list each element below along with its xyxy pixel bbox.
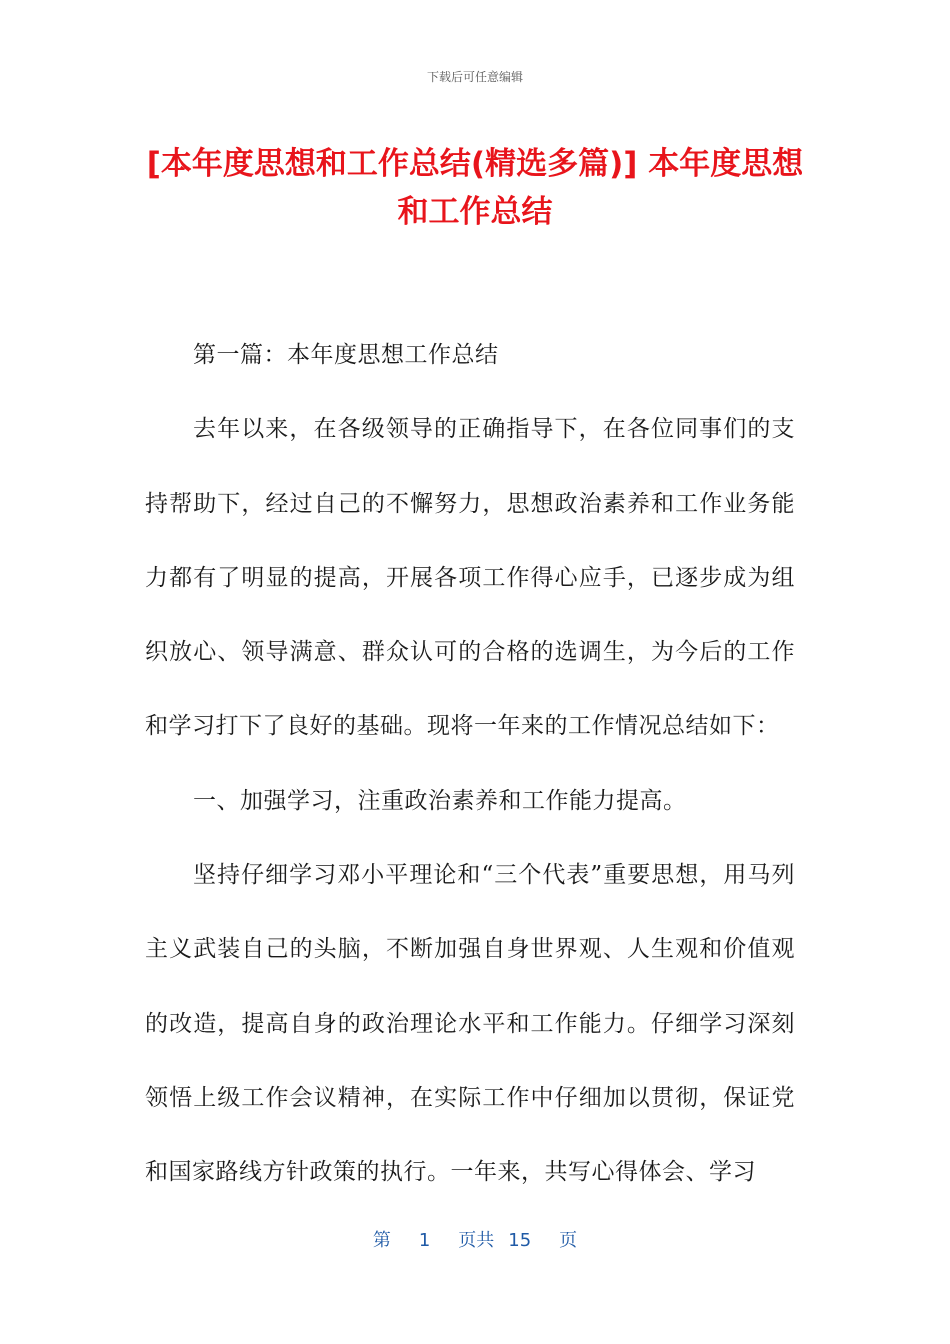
page-footer bbox=[0, 1226, 950, 1252]
total-pages: 15 bbox=[508, 1230, 532, 1251]
document-body bbox=[145, 318, 795, 1210]
body-paragraph: 去年以来，在各级领导的正确指导下，在各位同事们的支持帮助下，经过自己的不懈努力，思想政治素养和工作业务能力都有了明显的提高，开展各项工作得心应手，已逐步成为组织放心、领导满意、群众认可的合格的选调生，为今后的工作和学习打下了良好的基础。现将一年来的工作情况总结如下： bbox=[145, 416, 795, 740]
body-paragraph: 坚持仔细学习邓小平理论和“三个代表”重要思想，用马列主义武装自己的头脑，不断加强自身世界观、人生观和价值观的改造，提高自身的政治理论水平和工作能力。仔细学习深刻领悟上级工作会议精神，在实际工作中仔细加以贯彻，保证党和国家路线方针政策的执行。一年来，共写心得体会、学习 bbox=[145, 862, 795, 1186]
subsection-heading: 一、加强学习，注重政治素养和工作能力提高。 bbox=[193, 787, 687, 814]
document-title: [本年度思想和工作总结(精选多篇)] 本年度思想和工作总结 bbox=[146, 146, 804, 230]
section-heading: 第一篇：本年度思想工作总结 bbox=[193, 342, 499, 368]
header-note: 下载后可任意编辑 bbox=[426, 70, 523, 84]
page-suffix: 页 bbox=[559, 1230, 578, 1251]
page-number: 1 bbox=[418, 1230, 431, 1251]
page-prefix: 第 bbox=[372, 1230, 391, 1251]
page-mid: 页共 bbox=[458, 1230, 495, 1251]
